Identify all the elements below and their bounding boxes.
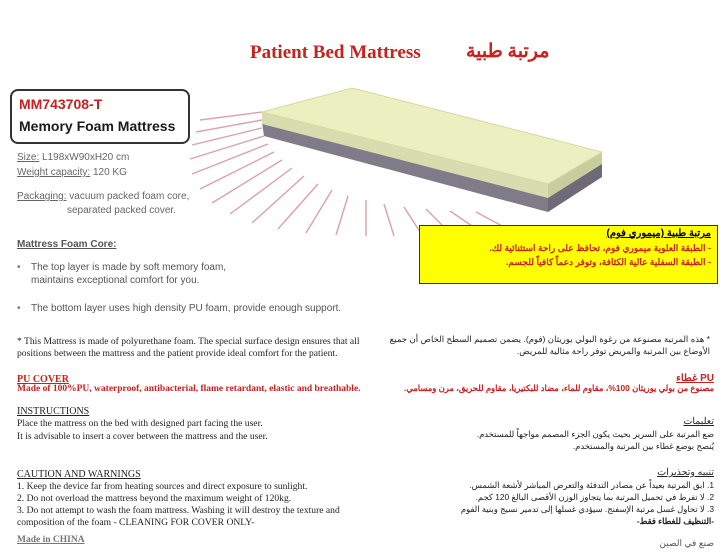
mattress-illustration: [182, 80, 702, 240]
caution-line-1-en: 1. Keep the device far from heating sources and direct exposure to sunlight.: [17, 481, 308, 492]
instructions-heading-en: INSTRUCTIONS: [17, 406, 90, 417]
caution-line-4-en: composition of the foam - CLEANING FOR COVER ONLY-: [17, 517, 255, 528]
pu-cover-heading-ar: غطاء PU: [676, 373, 714, 384]
note-english: * This Mattress is made of polyurethane foam. The special surface design ensures that all positions between the mattress and the patient provide ideal comfort for the patient.: [17, 336, 360, 359]
caution-line-2-en: 2. Do not overload the mattress beyond the maximum weight of 120kg.: [17, 493, 292, 504]
caution-line-1-ar: 1. ابق المرتبة بعيداً عن مصادر التدفئة والتعرض المباشر لأشعة الشمس.: [469, 480, 714, 490]
arabic-highlight-box: [419, 225, 718, 284]
caution-line-3-ar: 3. لا تحاول غسل مرتبة الإسفنج. سيؤدي غسلها إلى تدمير نسيج وبنية الفوم: [460, 504, 714, 514]
arabic-box-title: مرتبة طبية (ميموري فوم): [606, 228, 711, 239]
bullet-dot: •: [17, 262, 21, 273]
arabic-box-line-2: - الطبقة السفلية عالية الكثافة، وتوفر دعماً كافياً للجسم.: [505, 257, 711, 267]
arabic-box-line-1: - الطبقة العلوية ميموري فوم، تحافظ على راحة استثنائية لك.: [489, 243, 711, 253]
caution-line-2-ar: 2. لا تفرط في تحميل المرتبة بما يتجاوز الوزن الأقصى البالغ 120 كجم.: [475, 492, 714, 502]
instructions-line-2-en: It is advisable to insert a cover between the mattress and the user.: [17, 431, 268, 442]
instructions-line-1-ar: ضع المرتبة على السرير بحيث يكون الجزء المصمم مواجهاً للمستخدم.: [476, 429, 714, 439]
size-value: L198xW90xH20 cm: [42, 152, 130, 163]
made-in-english: Made in CHINA: [17, 535, 85, 545]
caution-line-4-ar: -التنظيف للغطاء فقط-: [636, 516, 714, 526]
instructions-line-1-en: Place the mattress on the bed with designed part facing the user.: [17, 418, 263, 429]
pu-cover-body-en: Made of 100%PU, waterproof, antibacterial, flame retardant, elastic and breathable.: [17, 384, 361, 394]
bullet-dot: •: [17, 303, 21, 314]
spec-weight: [17, 167, 127, 178]
packaging-line1: vacuum packed foam core,: [69, 191, 190, 202]
caution-heading-en: CAUTION AND WARNINGS: [17, 469, 141, 480]
core-heading: Mattress Foam Core:: [17, 239, 117, 250]
weight-label: Weight capacity:: [17, 167, 91, 178]
made-in-arabic: صنع في الصين: [659, 538, 714, 548]
model-code: MM743708-T: [19, 96, 103, 112]
pu-cover-body-ar: مصنوع من بولي يوريثان 100%، مقاوم للماء، مضاد للبكتيريا، مقاوم للحريق، مرن ومسامي.: [403, 383, 714, 393]
instructions-heading-ar: تعليمات: [683, 416, 714, 427]
packaging-label: Packaging:: [17, 191, 67, 202]
pu-cover-heading-en: PU COVER: [17, 374, 69, 385]
caution-heading-ar: تنبيه وتحذيرات: [657, 467, 714, 478]
core-bullet-1: • The top layer is made by soft memory foam, maintains exceptional comfort for you.: [17, 262, 227, 286]
title-arabic: مرتبة طبية: [466, 41, 550, 62]
model-name: Memory Foam Mattress: [19, 118, 176, 134]
title-english: Patient Bed Mattress: [250, 42, 421, 63]
packaging-line2: separated packed cover.: [67, 205, 176, 216]
core-bullet-2: • The bottom layer uses high density PU foam, provide enough support.: [17, 303, 342, 314]
weight-value: 120 KG: [92, 167, 127, 178]
note-arabic: * هذه المرتبة مصنوعة من رغوة البولي يوريثان (فوم). يضمن تصميم السطح الخاص أن جميع الأوضاع بين المرتبة والمريض توفر راحة مثالية للمريض.: [389, 334, 710, 356]
size-label: Size:: [17, 152, 40, 163]
instructions-line-2-ar: يُنصح بوضع غطاء بين المرتبة والمستخدم.: [572, 441, 714, 451]
spec-size: [17, 152, 129, 163]
caution-line-3-en: 3. Do not attempt to wash the foam mattress. Washing it will destroy the texture and: [17, 505, 340, 516]
packaging: [17, 190, 189, 218]
